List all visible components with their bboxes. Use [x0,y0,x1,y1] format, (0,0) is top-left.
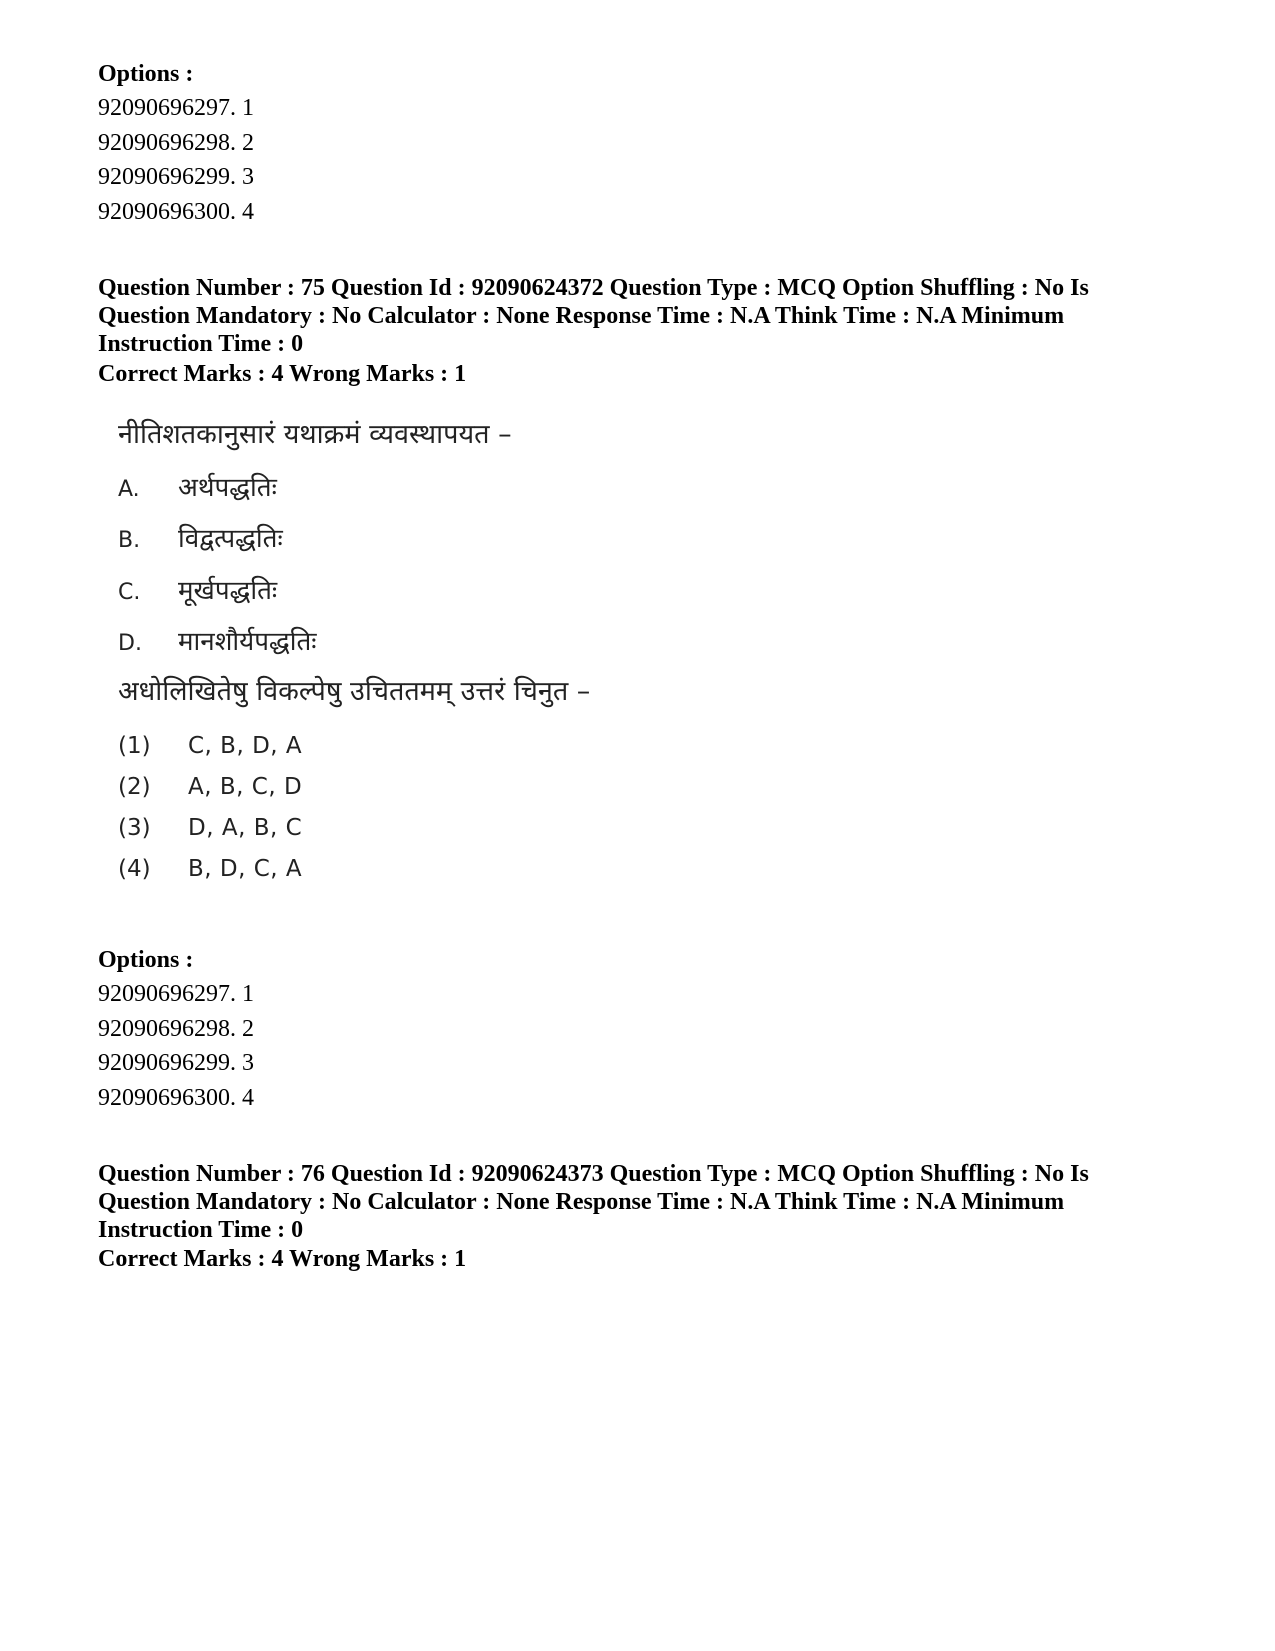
meta-line: Question Number : 76 Question Id : 92090624373 Question Type : MCQ Option Shuffling : No Is [98,1161,1089,1187]
options-list [98,91,1178,229]
option-row: 92090696297. 1 [98,95,254,121]
list-item-a [118,468,277,508]
option-row: 92090696300. 4 [98,198,254,225]
choice-sequence: B, D, C, A [188,856,303,882]
question-76-meta [98,1160,1178,1244]
choice-number: (1) [118,733,151,759]
question-76-marks: Correct Marks : 4 Wrong Marks : 1 [98,1246,467,1272]
meta-line: Question Mandatory : No Calculator : None Response Time : N.A Think Time : N.A Minimum [98,1189,1065,1215]
option-row: 92090696299. 3 [98,1050,254,1076]
answer-choice-1 [118,727,302,765]
question-75-image [118,418,738,918]
option-row: 92090696297. 1 [98,981,254,1007]
answer-choice-4 [118,850,302,888]
item-label: D. [118,631,142,656]
choice-number: (2) [118,774,151,800]
option-row: 92090696298. 2 [98,129,254,156]
choice-number: (3) [118,815,151,841]
list-item-c [118,571,277,611]
question-instruction: अधोलिखितेषु विकल्पेषु उचिततमम् उत्तरं चिनुत – [118,676,591,707]
options-heading: Options : [98,61,194,87]
option-row: 92090696300. 4 [98,1084,254,1111]
list-item-b [118,519,283,559]
item-label: B. [118,528,141,553]
question-stem: नीतिशतकानुसारं यथाक्रमं व्यवस्थापयत – [118,419,512,450]
choice-sequence: A, B, C, D [188,774,303,800]
choice-number: (4) [118,856,151,882]
item-text: अर्थपद्धतिः [178,473,277,503]
item-label: A. [118,477,140,502]
list-item-d [118,622,317,662]
options-list [98,977,1178,1115]
question-75-meta [98,274,1178,358]
meta-line: Question Number : 75 Question Id : 92090624372 Question Type : MCQ Option Shuffling : No Is [98,275,1089,301]
meta-line: Instruction Time : 0 [98,331,304,357]
option-row: 92090696298. 2 [98,1015,254,1042]
answer-choice-3 [118,809,302,847]
item-text: मूर्खपद्धतिः [178,576,278,606]
answer-choice-2 [118,768,302,806]
options-heading: Options : [98,947,194,973]
question-75-marks: Correct Marks : 4 Wrong Marks : 1 [98,361,467,387]
option-row: 92090696299. 3 [98,164,254,190]
item-text: विद्वत्पद्धतिः [178,524,283,554]
choice-sequence: C, B, D, A [188,733,303,759]
meta-line: Instruction Time : 0 [98,1217,304,1243]
item-text: मानशौर्यपद्धतिः [178,627,317,657]
meta-line: Question Mandatory : No Calculator : None Response Time : N.A Think Time : N.A Minimum [98,303,1065,329]
choice-sequence: D, A, B, C [188,815,303,841]
item-label: C. [118,580,141,605]
